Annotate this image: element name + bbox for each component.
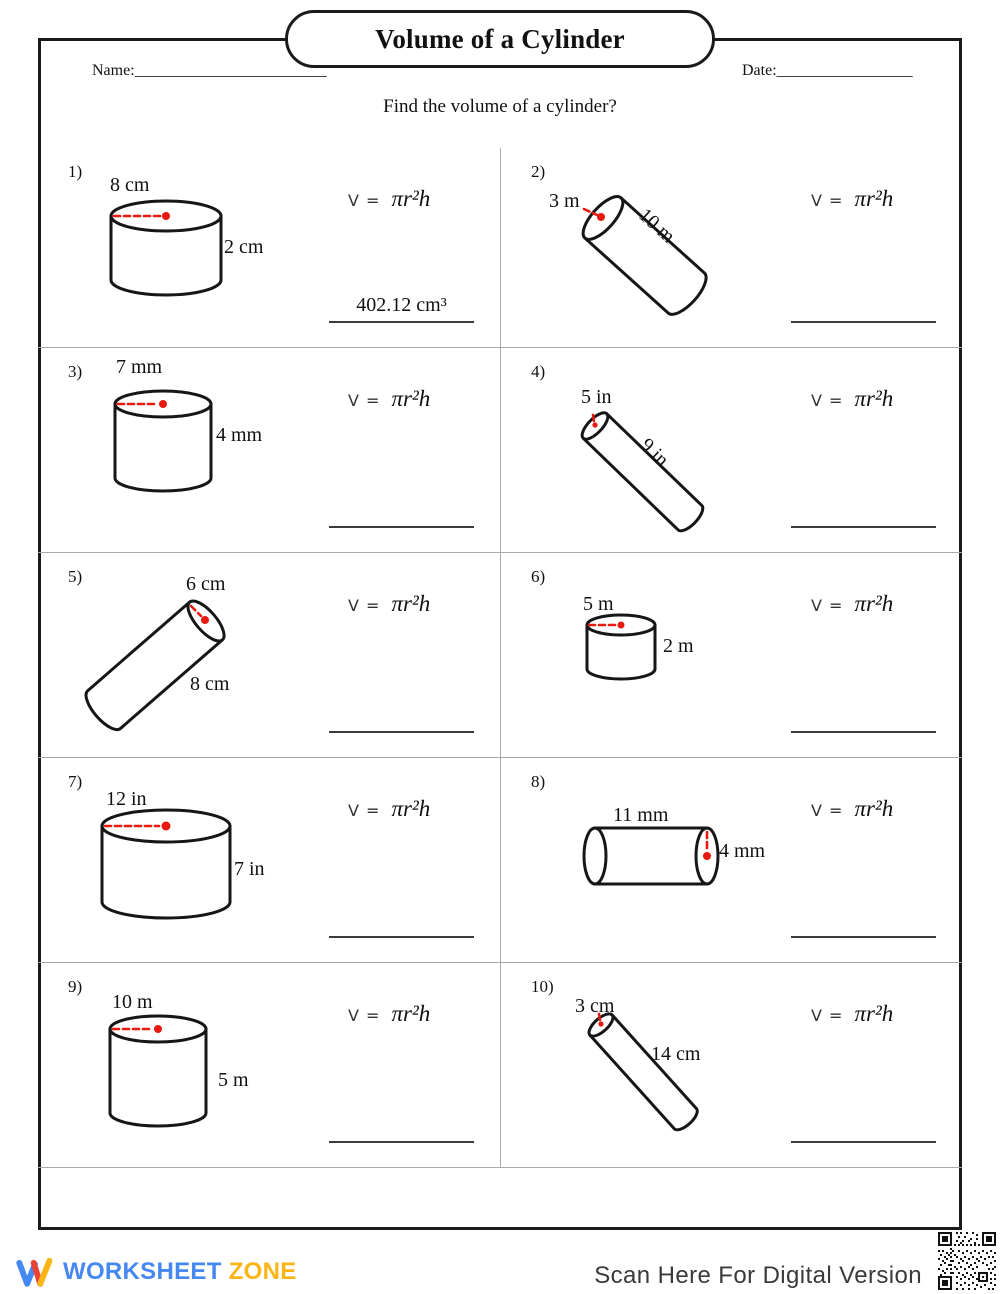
scan-here-text: Scan Here For Digital Version — [594, 1262, 922, 1289]
problem-number: 2) — [531, 162, 546, 181]
formula-rhs: πr²h — [854, 591, 894, 616]
answer-blank[interactable] — [791, 294, 936, 323]
answer-value — [791, 294, 936, 321]
height-label: 2 cm — [224, 236, 264, 258]
problems-grid — [38, 148, 962, 1168]
height-label: 5 m — [218, 1069, 249, 1091]
problem-number: 8) — [531, 772, 546, 791]
height-label: 2 m — [663, 635, 694, 657]
formula-lhs: V = — [811, 596, 844, 615]
height-label: 4 mm — [216, 424, 263, 446]
answer-value — [791, 499, 936, 526]
volume-formula — [811, 386, 893, 412]
cylinder-figure-tilted — [545, 392, 765, 557]
volume-formula — [348, 591, 430, 617]
radius-label: 4 mm — [719, 840, 766, 862]
formula-lhs: V = — [348, 391, 381, 410]
qr-code-icon — [936, 1230, 998, 1292]
radius-label: 12 in — [106, 788, 147, 810]
cylinder-figure-vertical — [104, 1013, 219, 1138]
length-label: 10 m — [634, 204, 680, 248]
answer-value — [329, 1114, 474, 1141]
radius-label: 6 cm — [186, 573, 226, 595]
date-field[interactable]: Date:_________________ — [742, 62, 913, 79]
formula-lhs: V = — [811, 391, 844, 410]
answer-blank[interactable] — [791, 1114, 936, 1143]
radius-label: 3 cm — [575, 995, 615, 1017]
brand-word-worksheet: WORKSHEET — [63, 1258, 222, 1285]
answer-blank[interactable] — [329, 704, 474, 733]
length-label: 14 cm — [651, 1043, 701, 1065]
answer-value — [791, 704, 936, 731]
answer-value — [329, 704, 474, 731]
volume-formula — [348, 186, 430, 212]
problem-9-cell — [38, 963, 501, 1168]
length-label: 11 mm — [613, 804, 669, 826]
problem-3-cell — [38, 348, 501, 553]
problem-6-cell — [501, 553, 962, 758]
volume-formula — [348, 1001, 430, 1027]
radius-arrow — [191, 606, 201, 616]
formula-rhs: πr²h — [391, 796, 431, 821]
worksheetzone-w-logo-icon — [16, 1254, 54, 1290]
length-label: 8 cm — [190, 673, 230, 695]
volume-formula — [811, 796, 893, 822]
volume-formula — [811, 186, 893, 212]
problem-4-cell — [501, 348, 962, 553]
problem-5-cell — [38, 553, 501, 758]
formula-rhs: πr²h — [854, 1001, 894, 1026]
answer-blank[interactable] — [791, 909, 936, 938]
problem-2-cell — [501, 148, 962, 348]
page-title: Volume of a Cylinder — [375, 23, 625, 54]
instruction-text: Find the volume of a cylinder? — [383, 96, 617, 117]
problem-number: 3) — [68, 362, 83, 381]
worksheetzone-logo — [16, 1254, 297, 1290]
volume-formula — [348, 796, 430, 822]
volume-formula — [811, 591, 893, 617]
formula-rhs: πr²h — [391, 386, 431, 411]
problem-number: 1) — [68, 162, 83, 181]
answer-blank[interactable] — [329, 1114, 474, 1143]
radius-label: 7 mm — [116, 356, 163, 378]
formula-rhs: πr²h — [854, 186, 894, 211]
formula-rhs: πr²h — [391, 1001, 431, 1026]
problem-1-cell — [38, 148, 501, 348]
problem-number: 5) — [68, 567, 83, 586]
height-label: 7 in — [234, 858, 265, 880]
radius-label: 8 cm — [110, 174, 150, 196]
problem-number: 7) — [68, 772, 83, 791]
problem-number: 4) — [531, 362, 546, 381]
formula-lhs: V = — [348, 1006, 381, 1025]
name-field[interactable]: Name:________________________ — [92, 62, 327, 79]
problem-10-cell — [501, 963, 962, 1168]
formula-rhs: πr²h — [391, 591, 431, 616]
formula-lhs: V = — [811, 1006, 844, 1025]
answer-value — [329, 499, 474, 526]
problem-number: 10) — [531, 977, 554, 996]
answer-value — [791, 1114, 936, 1141]
answer-value — [791, 909, 936, 936]
cylinder-figure-tilted — [78, 581, 303, 751]
radius-label: 5 in — [581, 386, 612, 408]
formula-rhs: πr²h — [854, 796, 894, 821]
problem-number: 6) — [531, 567, 546, 586]
brand-text — [63, 1258, 297, 1286]
answer-blank[interactable] — [791, 704, 936, 733]
answer-blank[interactable] — [329, 499, 474, 528]
volume-formula — [811, 1001, 893, 1027]
formula-rhs: πr²h — [391, 186, 431, 211]
radius-label: 10 m — [112, 991, 153, 1013]
answer-blank[interactable] — [329, 909, 474, 938]
formula-lhs: V = — [348, 801, 381, 820]
radius-arrow — [593, 415, 594, 421]
title-box — [285, 10, 715, 68]
cylinder-figure-vertical — [104, 192, 294, 302]
problem-8-cell — [501, 758, 962, 963]
radius-label: 5 m — [583, 593, 614, 615]
cylinder-figure-vertical — [96, 808, 246, 926]
formula-rhs: πr²h — [854, 386, 894, 411]
volume-formula — [348, 386, 430, 412]
problem-7-cell — [38, 758, 501, 963]
problem-number: 9) — [68, 977, 83, 996]
answer-blank[interactable] — [329, 294, 474, 323]
radius-label: 3 m — [549, 190, 580, 212]
answer-value: 402.12 cm³ — [356, 294, 447, 316]
brand-word-zone: ZONE — [228, 1258, 297, 1285]
formula-lhs: V = — [348, 596, 381, 615]
length-label: 9 in — [635, 434, 673, 472]
formula-lhs: V = — [811, 191, 844, 210]
answer-blank[interactable] — [791, 499, 936, 528]
answer-value — [329, 909, 474, 936]
formula-lhs: V = — [811, 801, 844, 820]
cylinder-figure-vertical — [110, 388, 270, 508]
formula-lhs: V = — [348, 191, 381, 210]
